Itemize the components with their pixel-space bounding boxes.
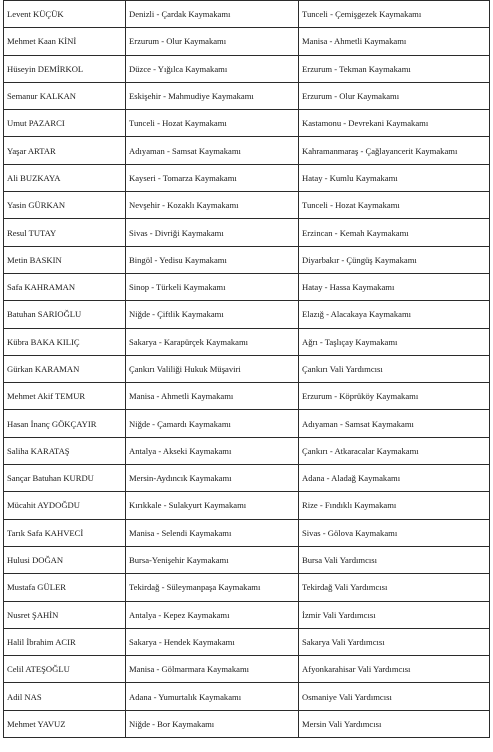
appointment-table	[3, 0, 490, 738]
person-name-cell: Semanur KALKAN	[4, 82, 126, 109]
previous-post-cell: Bingöl - Yedisu Kaymakamı	[126, 246, 299, 273]
table-row	[4, 383, 490, 410]
previous-post-cell: Erzurum - Olur Kaymakamı	[126, 28, 299, 55]
new-post-cell: Erzurum - Tekman Kaymakamı	[299, 55, 490, 82]
previous-post-cell: Çankırı Valiliği Hukuk Müşaviri	[126, 355, 299, 382]
new-post-cell: Hatay - Kumlu Kaymakamı	[299, 164, 490, 191]
table-row	[4, 273, 490, 300]
new-post-cell: Çankırı - Atkaracalar Kaymakamı	[299, 437, 490, 464]
table-row	[4, 1, 490, 28]
new-post-cell: Tunceli - Çemişgezek Kaymakamı	[299, 1, 490, 28]
person-name-cell: Hasan İnanç GÖKÇAYIR	[4, 410, 126, 437]
person-name-cell: Umut PAZARCI	[4, 110, 126, 137]
previous-post-cell: Antalya - Kepez Kaymakamı	[126, 601, 299, 628]
table-row	[4, 219, 490, 246]
table-row	[4, 82, 490, 109]
person-name-cell: Mehmet YAVUZ	[4, 710, 126, 737]
new-post-cell: Afyonkarahisar Vali Yardımcısı	[299, 656, 490, 683]
person-name-cell: Adil NAS	[4, 683, 126, 710]
table-row	[4, 28, 490, 55]
person-name-cell: Hulusi DOĞAN	[4, 546, 126, 573]
new-post-cell: Erzurum - Köprüköy Kaymakamı	[299, 383, 490, 410]
person-name-cell: Kübra BAKA KILIÇ	[4, 328, 126, 355]
table-row	[4, 656, 490, 683]
previous-post-cell: Niğde - Bor Kaymakamı	[126, 710, 299, 737]
previous-post-cell: Manisa - Ahmetli Kaymakamı	[126, 383, 299, 410]
person-name-cell: Metin BASKIN	[4, 246, 126, 273]
previous-post-cell: Sivas - Divriği Kaymakamı	[126, 219, 299, 246]
person-name-cell: Levent KÜÇÜK	[4, 1, 126, 28]
person-name-cell: Mücahit AYDOĞDU	[4, 492, 126, 519]
previous-post-cell: Niğde - Çiftlik Kaymakamı	[126, 301, 299, 328]
previous-post-cell: Denizli - Çardak Kaymakamı	[126, 1, 299, 28]
person-name-cell: Sançar Batuhan KURDU	[4, 465, 126, 492]
table-row	[4, 164, 490, 191]
person-name-cell: Gürkan KARAMAN	[4, 355, 126, 382]
new-post-cell: Elazığ - Alacakaya Kaymakamı	[299, 301, 490, 328]
person-name-cell: Batuhan SARIOĞLU	[4, 301, 126, 328]
previous-post-cell: Kayseri - Tomarza Kaymakamı	[126, 164, 299, 191]
new-post-cell: Hatay - Hassa Kaymakamı	[299, 273, 490, 300]
table-row	[4, 328, 490, 355]
person-name-cell: Ali BUZKAYA	[4, 164, 126, 191]
previous-post-cell: Sakarya - Hendek Kaymakamı	[126, 628, 299, 655]
table-row	[4, 410, 490, 437]
new-post-cell: Tekirdağ Vali Yardımcısı	[299, 574, 490, 601]
table-row	[4, 519, 490, 546]
new-post-cell: Rize - Fındıklı Kaymakamı	[299, 492, 490, 519]
table-row	[4, 628, 490, 655]
person-name-cell: Resul TUTAY	[4, 219, 126, 246]
person-name-cell: Mehmet Akif TEMUR	[4, 383, 126, 410]
table-row	[4, 683, 490, 710]
new-post-cell: Osmaniye Vali Yardımcısı	[299, 683, 490, 710]
person-name-cell: Safa KAHRAMAN	[4, 273, 126, 300]
previous-post-cell: Tekirdağ - Süleymanpaşa Kaymakamı	[126, 574, 299, 601]
person-name-cell: Yasin GÜRKAN	[4, 192, 126, 219]
new-post-cell: Sakarya Vali Yardımcısı	[299, 628, 490, 655]
person-name-cell: Hüseyin DEMİRKOL	[4, 55, 126, 82]
new-post-cell: Sivas - Gölova Kaymakamı	[299, 519, 490, 546]
person-name-cell: Mustafa GÜLER	[4, 574, 126, 601]
table-row	[4, 492, 490, 519]
table-row	[4, 301, 490, 328]
new-post-cell: Erzurum - Olur Kaymakamı	[299, 82, 490, 109]
new-post-cell: Ağrı - Taşlıçay Kaymakamı	[299, 328, 490, 355]
table-row	[4, 546, 490, 573]
new-post-cell: Adana - Aladağ Kaymakamı	[299, 465, 490, 492]
previous-post-cell: Antalya - Akseki Kaymakamı	[126, 437, 299, 464]
new-post-cell: Kastamonu - Devrekani Kaymakamı	[299, 110, 490, 137]
person-name-cell: Mehmet Kaan KİNİ	[4, 28, 126, 55]
person-name-cell: Celil ATEŞOĞLU	[4, 656, 126, 683]
previous-post-cell: Manisa - Selendi Kaymakamı	[126, 519, 299, 546]
previous-post-cell: Sakarya - Karapürçek Kaymakamı	[126, 328, 299, 355]
new-post-cell: Manisa - Ahmetli Kaymakamı	[299, 28, 490, 55]
previous-post-cell: Sinop - Türkeli Kaymakamı	[126, 273, 299, 300]
table-row	[4, 137, 490, 164]
new-post-cell: Çankırı Vali Yardımcısı	[299, 355, 490, 382]
new-post-cell: Mersin Vali Yardımcısı	[299, 710, 490, 737]
new-post-cell: Tunceli - Hozat Kaymakamı	[299, 192, 490, 219]
table-row	[4, 246, 490, 273]
previous-post-cell: Tunceli - Hozat Kaymakamı	[126, 110, 299, 137]
previous-post-cell: Niğde - Çamardı Kaymakamı	[126, 410, 299, 437]
person-name-cell: Halil İbrahim ACIR	[4, 628, 126, 655]
previous-post-cell: Adana - Yumurtalık Kaymakamı	[126, 683, 299, 710]
table-row	[4, 110, 490, 137]
previous-post-cell: Düzce - Yığılca Kaymakamı	[126, 55, 299, 82]
table-row	[4, 710, 490, 737]
table-row	[4, 55, 490, 82]
table-row	[4, 355, 490, 382]
person-name-cell: Tarık Safa KAHVECİ	[4, 519, 126, 546]
new-post-cell: Erzincan - Kemah Kaymakamı	[299, 219, 490, 246]
table-row	[4, 192, 490, 219]
new-post-cell: Diyarbakır - Çüngüş Kaymakamı	[299, 246, 490, 273]
new-post-cell: Kahramanmaraş - Çağlayancerit Kaymakamı	[299, 137, 490, 164]
previous-post-cell: Mersin-Aydıncık Kaymakamı	[126, 465, 299, 492]
previous-post-cell: Kırıkkale - Sulakyurt Kaymakamı	[126, 492, 299, 519]
new-post-cell: İzmir Vali Yardımcısı	[299, 601, 490, 628]
person-name-cell: Nusret ŞAHİN	[4, 601, 126, 628]
table-row	[4, 601, 490, 628]
previous-post-cell: Nevşehir - Kozaklı Kaymakamı	[126, 192, 299, 219]
person-name-cell: Saliha KARATAŞ	[4, 437, 126, 464]
previous-post-cell: Adıyaman - Samsat Kaymakamı	[126, 137, 299, 164]
previous-post-cell: Eskişehir - Mahmudiye Kaymakamı	[126, 82, 299, 109]
new-post-cell: Bursa Vali Yardımcısı	[299, 546, 490, 573]
table-body	[4, 1, 490, 738]
person-name-cell: Yaşar ARTAR	[4, 137, 126, 164]
previous-post-cell: Manisa - Gölmarmara Kaymakamı	[126, 656, 299, 683]
table-row	[4, 574, 490, 601]
previous-post-cell: Bursa-Yenişehir Kaymakamı	[126, 546, 299, 573]
new-post-cell: Adıyaman - Samsat Kaymakamı	[299, 410, 490, 437]
table-row	[4, 465, 490, 492]
table-row	[4, 437, 490, 464]
